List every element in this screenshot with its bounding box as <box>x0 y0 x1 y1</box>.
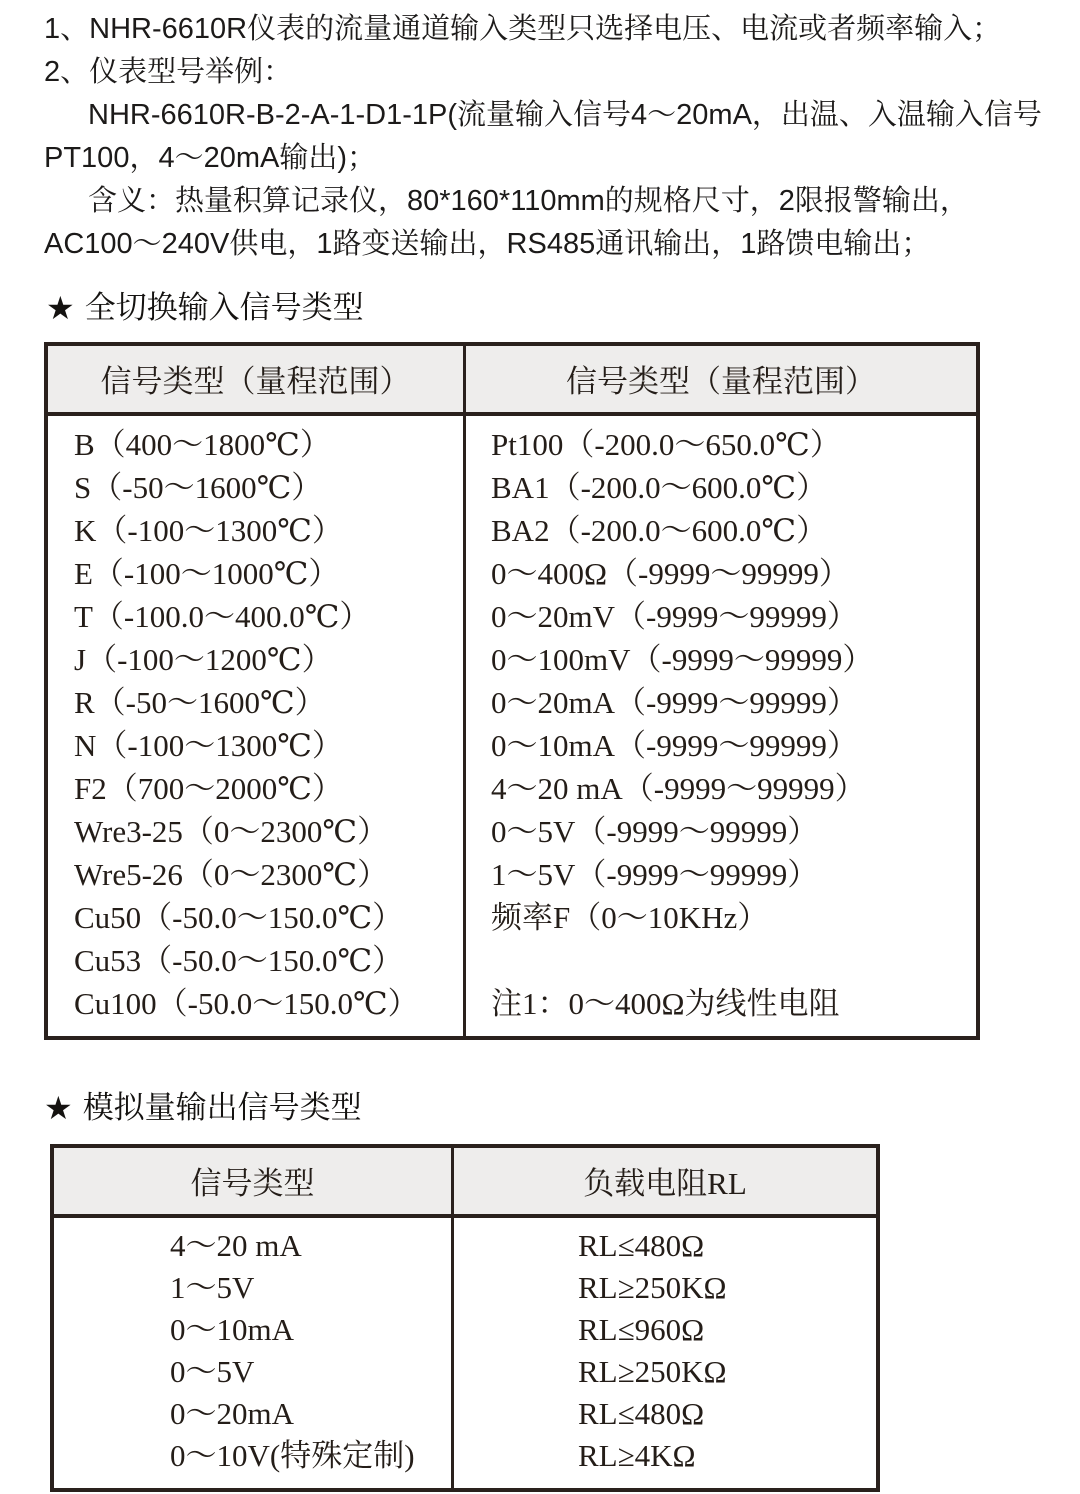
signal-range-item: 0～20mA（-9999～99999） <box>491 685 858 720</box>
signal-range-item: J（-100～1200℃） <box>74 642 333 677</box>
load-resistance-item: RL≥250KΩ <box>578 1270 727 1305</box>
intro-line-5: 含义：热量积算记录仪，80*160*110mm的规格尺寸，2限报警输出， <box>88 185 969 217</box>
signal-type-item: 0～5V <box>170 1354 255 1389</box>
signal-type-item: 0～20mA <box>170 1396 294 1431</box>
signal-range-item: Cu53（-50.0～150.0℃） <box>74 943 404 978</box>
input-signal-left-column <box>48 416 466 1036</box>
signal-range-item: S（-50～1600℃） <box>74 470 323 505</box>
analog-output-section-title <box>44 1090 1052 1126</box>
intro-line-2: 2、仪表型号举例： <box>44 56 293 88</box>
load-resistance-item: RL≤480Ω <box>578 1228 705 1263</box>
signal-range-item: K（-100～1300℃） <box>74 513 343 548</box>
section-title-text: 模拟量输出信号类型 <box>82 1090 362 1125</box>
header-cell-signal-type: 信号类型 <box>54 1148 454 1214</box>
header-cell-left: 信号类型（量程范围） <box>48 346 466 412</box>
signal-range-item: BA2（-200.0～600.0℃） <box>491 513 828 548</box>
signal-range-item: Wre3-25（0～2300℃） <box>74 814 389 849</box>
signal-range-item: 0～100mV（-9999～99999） <box>491 642 874 677</box>
signal-range-item: 0～10mA（-9999～99999） <box>491 728 858 763</box>
header-cell-load-resistance: 负载电阻RL <box>583 1166 747 1201</box>
signal-range-item: F2（700～2000℃） <box>74 771 343 806</box>
signal-range-item: Cu100（-50.0～150.0℃） <box>74 986 419 1021</box>
intro-line-3: NHR-6610R-B-2-A-1-D1-1P(流量输入信号4～20mA，出温、入温输入信号 <box>88 99 1042 131</box>
analog-output-table-header <box>54 1148 876 1218</box>
input-signal-section-title <box>46 290 1052 326</box>
signal-range-item: Pt100（-200.0～650.0℃） <box>491 427 841 462</box>
signal-range-item: T（-100.0～400.0℃） <box>74 599 371 634</box>
load-resistance-item: RL≥250KΩ <box>578 1354 727 1389</box>
star-icon: ★ <box>46 290 75 326</box>
input-signal-right-column <box>466 416 976 1036</box>
signal-range-item: BA1（-200.0～600.0℃） <box>491 470 828 505</box>
signal-range-item: 4～20 mA（-9999～99999） <box>491 771 866 806</box>
intro-paragraphs <box>44 8 1052 266</box>
intro-line-1: 1、NHR-6610R仪表的流量通道输入类型只选择电压、电流或者频率输入； <box>44 13 1002 45</box>
header-cell-right: 信号类型（量程范围） <box>566 364 876 399</box>
signal-type-item: 1～5V <box>170 1270 255 1305</box>
signal-type-item: 0～10V(特殊定制) <box>170 1438 415 1473</box>
load-resistance-item: RL≥4KΩ <box>578 1438 696 1473</box>
signal-range-item: 0～20mV（-9999～99999） <box>491 599 858 634</box>
signal-range-item: 0～5V（-9999～99999） <box>491 814 819 849</box>
signal-type-item: 4～20 mA <box>170 1228 302 1263</box>
blank-line <box>491 939 976 982</box>
signal-range-item: 0～400Ω（-9999～99999） <box>491 556 850 591</box>
analog-output-table-body <box>54 1218 876 1488</box>
signal-range-item: E（-100～1000℃） <box>74 556 340 591</box>
signal-type-item: 0～10mA <box>170 1312 294 1347</box>
signal-range-item: Wre5-26（0～2300℃） <box>74 857 389 892</box>
signal-range-item: Cu50（-50.0～150.0℃） <box>74 900 404 935</box>
signal-range-item: B（400～1800℃） <box>74 427 331 462</box>
analog-output-load-column <box>454 1218 876 1488</box>
star-icon: ★ <box>44 1090 73 1126</box>
load-resistance-item: RL≤480Ω <box>578 1396 705 1431</box>
signal-range-item: R（-50～1600℃） <box>74 685 326 720</box>
signal-range-item: 频率F（0～10KHz） <box>491 900 769 935</box>
load-resistance-item: RL≤960Ω <box>578 1312 705 1347</box>
analog-output-table <box>50 1144 880 1492</box>
intro-line-4: PT100，4～20mA输出)； <box>44 142 376 174</box>
signal-range-item: N（-100～1300℃） <box>74 728 343 763</box>
intro-line-6: AC100～240V供电，1路变送输出，RS485通讯输出，1路馈电输出； <box>44 228 931 260</box>
signal-range-item: 1～5V（-9999～99999） <box>491 857 819 892</box>
input-signal-table-body <box>48 416 976 1036</box>
table-note: 注1：0～400Ω为线性电阻 <box>491 986 840 1021</box>
section-title-text: 全切换输入信号类型 <box>84 290 364 325</box>
input-signal-table-header <box>48 346 976 416</box>
analog-output-signal-column <box>54 1218 454 1488</box>
input-signal-table <box>44 342 980 1040</box>
